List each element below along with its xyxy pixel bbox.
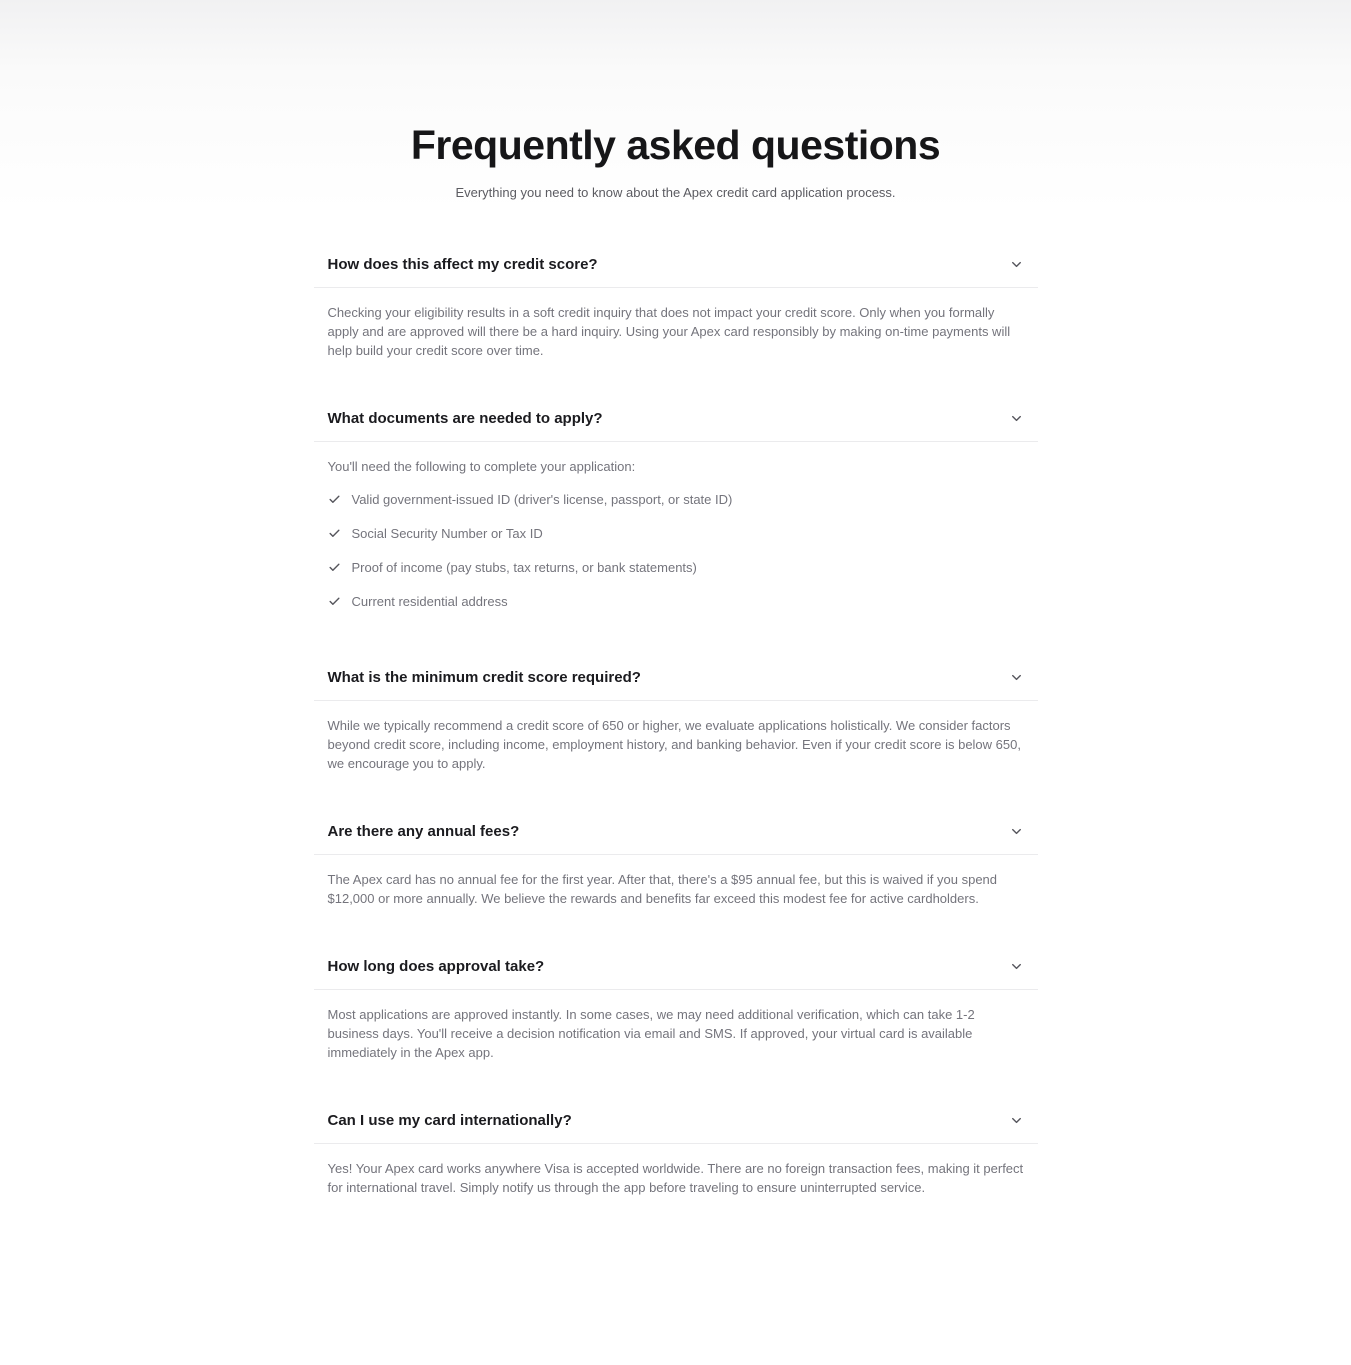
- check-icon: [328, 526, 341, 545]
- page-subtitle: Everything you need to know about the Apex credit card application process.: [455, 185, 896, 201]
- faq-answer-text: The Apex card has no annual fee for the first year. After that, there's a $95 annual fee, but this is waived if you spend $12,000 or more annually. We believe the rewards and benefits far exceed this modest fee for active cardholders.: [327, 872, 998, 907]
- checklist-item-text: Proof of income (pay stubs, tax returns, or bank statements): [351, 559, 697, 575]
- faq-answer: [314, 701, 1038, 773]
- faq-question-text: What documents are needed to apply?: [327, 410, 603, 428]
- chevron-down-icon: [1009, 959, 1024, 974]
- check-icon: [328, 594, 341, 613]
- checklist-item-text: Valid government-issued ID (driver's license, passport, or state ID): [351, 491, 733, 507]
- chevron-down-icon: [1009, 257, 1024, 272]
- chevron-down-icon: [1009, 824, 1024, 839]
- faq-answer: [314, 990, 1038, 1062]
- faq-question-text: Are there any annual fees?: [327, 823, 520, 841]
- faq-question-text: What is the minimum credit score required?: [327, 669, 641, 687]
- faq-answer-text: While we typically recommend a credit score of 650 or higher, we evaluate applications holistically. We consider factors beyond credit score, including income, employment history, and banking behavior. Even if your credit score is below 650, we encourage you to apply.: [327, 718, 1021, 772]
- check-icon: [328, 492, 341, 511]
- faq-item: [314, 1110, 1038, 1197]
- faq-answer: [314, 855, 1038, 908]
- faq-answer: [314, 1144, 1038, 1197]
- chevron-down-icon: [1009, 1113, 1024, 1128]
- faq-question-toggle[interactable]: [314, 956, 1038, 990]
- faq-answer: [314, 288, 1038, 360]
- faq-question-toggle[interactable]: [314, 667, 1038, 701]
- faq-question-toggle[interactable]: [314, 821, 1038, 855]
- checklist-item: [328, 551, 1024, 585]
- faq-answer: [314, 442, 1038, 619]
- page-title: Frequently asked questions: [410, 122, 941, 168]
- faq-answer-intro: You'll need the following to complete your application:: [327, 459, 636, 475]
- faq-item: [314, 956, 1038, 1062]
- checklist-item: [328, 517, 1024, 551]
- faq-question-text: Can I use my card internationally?: [327, 1112, 572, 1130]
- checklist-item: [328, 585, 1024, 619]
- checklist-item-text: Social Security Number or Tax ID: [351, 525, 543, 541]
- faq-question-text: How does this affect my credit score?: [327, 256, 598, 274]
- chevron-down-icon: [1009, 670, 1024, 685]
- document-checklist: [328, 483, 1024, 619]
- faq-list: [314, 254, 1038, 1365]
- chevron-down-icon: [1009, 411, 1024, 426]
- faq-item: [314, 408, 1038, 619]
- faq-answer-text: Yes! Your Apex card works anywhere Visa is accepted worldwide. There are no foreign transaction fees, making it perfect for international travel. Simply notify us through the app before traveling to ensure uninterrupted service.: [327, 1161, 1024, 1196]
- faq-answer-text: Checking your eligibility results in a soft credit inquiry that does not impact your credit score. Only when you formally apply and are approved will there be a hard inquiry. Using your Apex card responsibly by making on-time payments will help build your credit score over time.: [327, 305, 1011, 359]
- faq-question-toggle[interactable]: [314, 1110, 1038, 1144]
- checklist-item-text: Current residential address: [351, 593, 508, 609]
- check-icon: [328, 560, 341, 579]
- checklist-item: [328, 483, 1024, 517]
- faq-item: [314, 254, 1038, 360]
- faq-item: [314, 821, 1038, 908]
- faq-item: [314, 667, 1038, 773]
- faq-question-toggle[interactable]: [314, 408, 1038, 442]
- faq-question-toggle[interactable]: [314, 254, 1038, 288]
- faq-question-text: How long does approval take?: [327, 958, 545, 976]
- faq-answer-text: Most applications are approved instantly. In some cases, we may need additional verification, which can take 1-2 business days. You'll receive a decision notification via email and SMS. If approved, your virtual card is available immediately in the Apex app.: [327, 1007, 975, 1061]
